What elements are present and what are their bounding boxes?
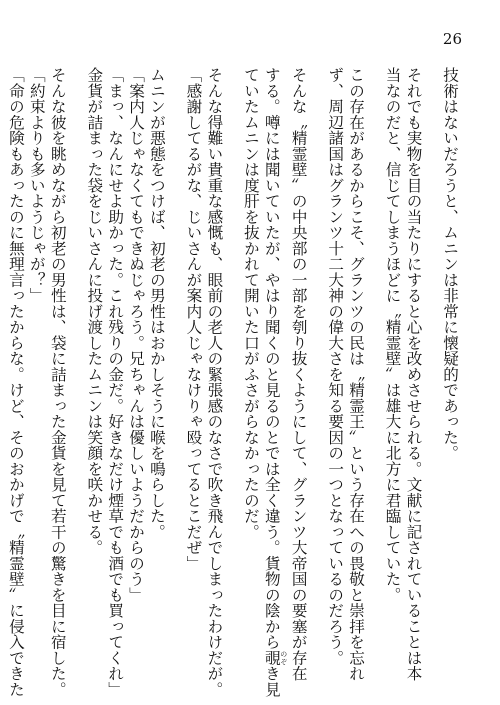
text-line: そんな彼を眺めながら初老の男性は、袋に詰まった金貨を見て若干の驚きを目に宿した。 [48, 67, 67, 697]
text-line: 「まっ、なんにせよ助かった。これ残りの金だ。好きなだけ煙草でも酒でも買ってくれ」 [106, 67, 125, 697]
text-line: 「感謝してるがな、じいさんが案内人じゃなけりゃ殴ってるとこだぜ」 [184, 67, 203, 571]
page-number: 26 [442, 30, 462, 48]
text-line: 「約束よりも多いようじゃが？」 [27, 67, 46, 304]
text-line: ていたムニンは度肝を抜かれて開いた口がふさがらなかったのだ。 [241, 67, 260, 540]
text-line: ムニンが悪態をつけば、初老の男性はおかしそうに喉を鳴らした。 [147, 67, 166, 540]
text-line: この存在があるからこそ、グランツの民は〝精霊王〟という存在への畏敬と崇拝を忘れ [347, 67, 366, 682]
text-line: 「命の危険もあったのに無理言ったからな。けど、そのおかげで〝精霊壁〟に侵入できた [6, 67, 25, 697]
text-line: そんな〝精霊壁〟の中央部の一部を刳り抜くようにして、グランツ大帝国の要塞が存在 [289, 67, 308, 682]
text-line: する。噂には聞いていたが、やはり聞くのと見るのとでは全く違う。貨物の陰から覗 のぞき見 [262, 67, 288, 697]
text-line: 「案内人じゃなくてもできぬじゃろう。兄ちゃんは優しいようだからのう」 [127, 67, 146, 603]
text-line: ず、周辺諸国はグランツ十二大神の偉大さを知る要因の一つとなっているのだろう。 [326, 67, 345, 666]
text-line: 当なのだと、信じてしまうほどに〝精霊壁〟は雄大に北方に君臨していた。 [383, 67, 402, 603]
body-text [6, 67, 460, 697]
furigana: 覗 のぞ [262, 649, 288, 666]
text-line: 金貨が詰まった袋をじいさんに投げ渡したムニンは笑顔を咲かせる。 [85, 67, 104, 556]
text-line: それでも実物を目の当たりにすると心を改めさせられる。文献に記されていることは本 [404, 67, 423, 682]
text-line: 技術はないだろうと、ムニンは非常に懐疑的であった。 [441, 67, 459, 461]
text-line: そんな得難い貴重な感慨も、眼前の老人の緊張感のなさで吹き飛んでしまったわけだが。 [205, 67, 224, 697]
